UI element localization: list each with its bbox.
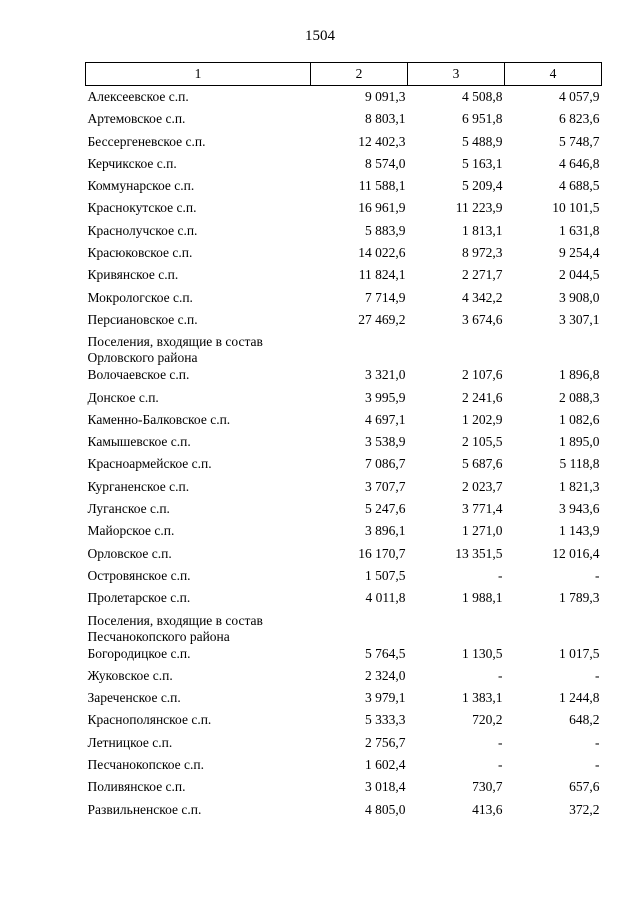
table-row bbox=[86, 134, 602, 156]
value-col-3: 1 383,1 bbox=[462, 690, 503, 706]
table-row bbox=[86, 390, 602, 412]
group-heading-row bbox=[86, 613, 602, 646]
table-row bbox=[86, 290, 602, 312]
table-row bbox=[86, 412, 602, 434]
settlement-name: Краснолучское с.п. bbox=[87, 222, 198, 238]
settlement-name: Островянское с.п. bbox=[87, 567, 191, 583]
value-col-4: 4 646,8 bbox=[559, 155, 600, 171]
settlement-name: Артемовское с.п. bbox=[87, 111, 186, 127]
value-col-3: - bbox=[498, 734, 503, 750]
group-heading-row bbox=[86, 334, 602, 367]
settlement-name: Песчанокопское с.п. bbox=[87, 757, 205, 773]
value-col-4: 657,6 bbox=[569, 779, 600, 795]
table-row bbox=[86, 779, 602, 801]
empty-cell bbox=[311, 334, 408, 367]
value-col-4: 1 082,6 bbox=[559, 411, 600, 427]
value-col-2: 4 805,0 bbox=[365, 801, 406, 817]
empty-cell bbox=[408, 334, 505, 367]
header-row bbox=[86, 63, 602, 86]
table-row bbox=[86, 757, 602, 779]
value-col-2: 3 538,9 bbox=[365, 434, 406, 450]
value-col-2: 3 896,1 bbox=[365, 523, 406, 539]
settlement-name: Красюковское с.п. bbox=[87, 245, 193, 261]
empty-cell bbox=[505, 334, 602, 367]
value-col-2: 4 697,1 bbox=[365, 411, 406, 427]
value-col-3: 4 508,8 bbox=[462, 89, 503, 104]
value-col-4: 3 943,6 bbox=[559, 501, 600, 517]
settlement-name: Каменно-Балковское с.п. bbox=[87, 411, 231, 427]
settlement-name: Коммунарское с.п. bbox=[87, 178, 195, 194]
table-row bbox=[86, 568, 602, 590]
value-col-3: - bbox=[498, 667, 503, 683]
table-row bbox=[86, 690, 602, 712]
value-col-2: 8 574,0 bbox=[365, 155, 406, 171]
settlement-name: Керчикское с.п. bbox=[87, 155, 177, 171]
value-col-3: 2 271,7 bbox=[462, 267, 503, 283]
table-row bbox=[86, 802, 602, 824]
value-col-2: 5 883,9 bbox=[365, 222, 406, 238]
settlement-name: Жуковское с.п. bbox=[87, 667, 173, 683]
value-col-3: - bbox=[498, 567, 503, 583]
value-col-2: 5 333,3 bbox=[365, 712, 406, 728]
value-col-3: 5 163,1 bbox=[462, 155, 503, 171]
value-col-2: 3 321,0 bbox=[365, 367, 406, 383]
table-row bbox=[86, 223, 602, 245]
value-col-4: 1 896,8 bbox=[559, 367, 600, 383]
value-col-2: 14 022,6 bbox=[358, 245, 406, 261]
value-col-3: 413,6 bbox=[472, 801, 503, 817]
value-col-3: 5 687,6 bbox=[462, 456, 503, 472]
value-col-3: - bbox=[498, 757, 503, 773]
settlement-name: Луганское с.п. bbox=[87, 501, 170, 517]
table-body bbox=[86, 86, 602, 824]
settlement-name: Зареченское с.п. bbox=[87, 690, 181, 706]
value-col-2: 16 170,7 bbox=[358, 545, 406, 561]
value-col-3: 3 771,4 bbox=[462, 501, 503, 517]
settlement-name: Персиановское с.п. bbox=[87, 311, 198, 327]
value-col-4: 1 244,8 bbox=[559, 690, 600, 706]
value-col-3: 8 972,3 bbox=[462, 245, 503, 261]
value-col-4: 1 895,0 bbox=[559, 434, 600, 450]
table-row bbox=[86, 312, 602, 334]
value-col-3: 6 951,8 bbox=[462, 111, 503, 127]
value-col-2: 9 091,3 bbox=[365, 89, 406, 104]
value-col-2: 11 588,1 bbox=[358, 178, 406, 194]
settlement-name: Камышевское с.п. bbox=[87, 434, 191, 450]
table-row bbox=[86, 200, 602, 222]
value-col-4: - bbox=[595, 734, 600, 750]
settlement-name: Волочаевское с.п. bbox=[87, 367, 190, 383]
value-col-4: 2 044,5 bbox=[559, 267, 600, 283]
table-row bbox=[86, 111, 602, 133]
value-col-3: 730,7 bbox=[472, 779, 503, 795]
group-heading: Поселения, входящие в состав Песчанокопского района bbox=[87, 612, 263, 644]
table-row bbox=[86, 456, 602, 478]
column-header-1: 1 bbox=[86, 63, 311, 86]
value-col-2: 12 402,3 bbox=[358, 133, 406, 149]
value-col-4: 1 631,8 bbox=[559, 222, 600, 238]
value-col-4: 3 307,1 bbox=[559, 311, 600, 327]
settlement-name: Мокрологское с.п. bbox=[87, 289, 193, 305]
value-col-3: 11 223,9 bbox=[455, 200, 503, 216]
value-col-3: 1 988,1 bbox=[462, 590, 503, 606]
settlement-name: Поливянское с.п. bbox=[87, 779, 186, 795]
value-col-2: 2 324,0 bbox=[365, 667, 406, 683]
table-row bbox=[86, 523, 602, 545]
value-col-2: 7 714,9 bbox=[365, 289, 406, 305]
settlement-name: Краснополянское с.п. bbox=[87, 712, 212, 728]
value-col-2: 5 764,5 bbox=[365, 645, 406, 661]
value-col-4: 648,2 bbox=[569, 712, 600, 728]
value-col-3: 1 271,0 bbox=[462, 523, 503, 539]
value-col-2: 3 979,1 bbox=[365, 690, 406, 706]
value-col-4: 1 017,5 bbox=[559, 645, 600, 661]
value-col-2: 7 086,7 bbox=[365, 456, 406, 472]
value-col-4: 372,2 bbox=[569, 801, 600, 817]
value-col-2: 3 995,9 bbox=[365, 389, 406, 405]
table-row bbox=[86, 267, 602, 289]
table-row bbox=[86, 156, 602, 178]
value-col-4: 9 254,4 bbox=[559, 245, 600, 261]
table-row bbox=[86, 501, 602, 523]
value-col-3: 4 342,2 bbox=[462, 289, 503, 305]
settlement-name: Летницкое с.п. bbox=[87, 734, 173, 750]
table-row bbox=[86, 434, 602, 456]
value-col-4: 1 143,9 bbox=[559, 523, 600, 539]
empty-cell bbox=[408, 613, 505, 646]
value-col-4: 6 823,6 bbox=[559, 111, 600, 127]
table-header bbox=[86, 63, 602, 86]
settlement-name: Пролетарское с.п. bbox=[87, 590, 191, 606]
value-col-2: 2 756,7 bbox=[365, 734, 406, 750]
table-row bbox=[86, 479, 602, 501]
page-number: 1504 bbox=[305, 28, 335, 44]
column-header-2: 2 bbox=[311, 63, 408, 86]
value-col-4: 10 101,5 bbox=[552, 200, 600, 216]
value-col-4: 1 821,3 bbox=[559, 478, 600, 494]
table-row bbox=[86, 668, 602, 690]
value-col-2: 3 018,4 bbox=[365, 779, 406, 795]
empty-cell bbox=[311, 613, 408, 646]
value-col-3: 2 105,5 bbox=[462, 434, 503, 450]
value-col-4: 4 057,9 bbox=[559, 89, 600, 104]
table-row bbox=[86, 546, 602, 568]
settlement-name: Донское с.п. bbox=[87, 389, 159, 405]
value-col-2: 27 469,2 bbox=[358, 311, 406, 327]
value-col-2: 1 507,5 bbox=[365, 567, 406, 583]
value-col-3: 1 202,9 bbox=[462, 411, 503, 427]
table-row bbox=[86, 712, 602, 734]
table-row bbox=[86, 646, 602, 668]
group-heading: Поселения, входящие в состав Орловского района bbox=[87, 334, 263, 366]
value-col-4: - bbox=[595, 757, 600, 773]
settlement-name: Орловское с.п. bbox=[87, 545, 172, 561]
settlement-name: Бессергеневское с.п. bbox=[87, 133, 206, 149]
value-col-3: 2 241,6 bbox=[462, 389, 503, 405]
budget-table bbox=[85, 62, 602, 824]
settlement-name: Кривянское с.п. bbox=[87, 267, 179, 283]
table-row bbox=[86, 245, 602, 267]
value-col-4: 1 789,3 bbox=[559, 590, 600, 606]
value-col-3: 13 351,5 bbox=[455, 545, 503, 561]
column-header-3: 3 bbox=[408, 63, 505, 86]
value-col-3: 5 488,9 bbox=[462, 133, 503, 149]
value-col-2: 5 247,6 bbox=[365, 501, 406, 517]
value-col-4: 5 748,7 bbox=[559, 133, 600, 149]
value-col-4: - bbox=[595, 667, 600, 683]
settlement-name: Краснокутское с.п. bbox=[87, 200, 197, 216]
value-col-4: - bbox=[595, 567, 600, 583]
value-col-2: 3 707,7 bbox=[365, 478, 406, 494]
table-row bbox=[86, 178, 602, 200]
value-col-4: 2 088,3 bbox=[559, 389, 600, 405]
settlement-name: Развильненское с.п. bbox=[87, 801, 202, 817]
value-col-3: 2 023,7 bbox=[462, 478, 503, 494]
value-col-3: 5 209,4 bbox=[462, 178, 503, 194]
value-col-3: 720,2 bbox=[472, 712, 503, 728]
value-col-2: 4 011,8 bbox=[365, 590, 406, 606]
value-col-4: 4 688,5 bbox=[559, 178, 600, 194]
value-col-3: 2 107,6 bbox=[462, 367, 503, 383]
value-col-4: 5 118,8 bbox=[559, 456, 600, 472]
value-col-4: 12 016,4 bbox=[552, 545, 600, 561]
table-row bbox=[86, 735, 602, 757]
value-col-2: 1 602,4 bbox=[365, 757, 406, 773]
settlement-name: Богородицкое с.п. bbox=[87, 645, 191, 661]
value-col-2: 11 824,1 bbox=[358, 267, 406, 283]
value-col-2: 16 961,9 bbox=[358, 200, 406, 216]
settlement-name: Курганенское с.п. bbox=[87, 478, 190, 494]
empty-cell bbox=[505, 613, 602, 646]
settlement-name: Майорское с.п. bbox=[87, 523, 175, 539]
settlement-name: Алексеевское с.п. bbox=[87, 89, 189, 104]
settlement-name: Красноармейское с.п. bbox=[87, 456, 212, 472]
table-row bbox=[86, 86, 602, 112]
value-col-2: 8 803,1 bbox=[365, 111, 406, 127]
value-col-3: 1 813,1 bbox=[462, 222, 503, 238]
value-col-4: 3 908,0 bbox=[559, 289, 600, 305]
value-col-3: 1 130,5 bbox=[462, 645, 503, 661]
value-col-3: 3 674,6 bbox=[462, 311, 503, 327]
table-row bbox=[86, 590, 602, 612]
table-row bbox=[86, 367, 602, 389]
column-header-4: 4 bbox=[505, 63, 602, 86]
